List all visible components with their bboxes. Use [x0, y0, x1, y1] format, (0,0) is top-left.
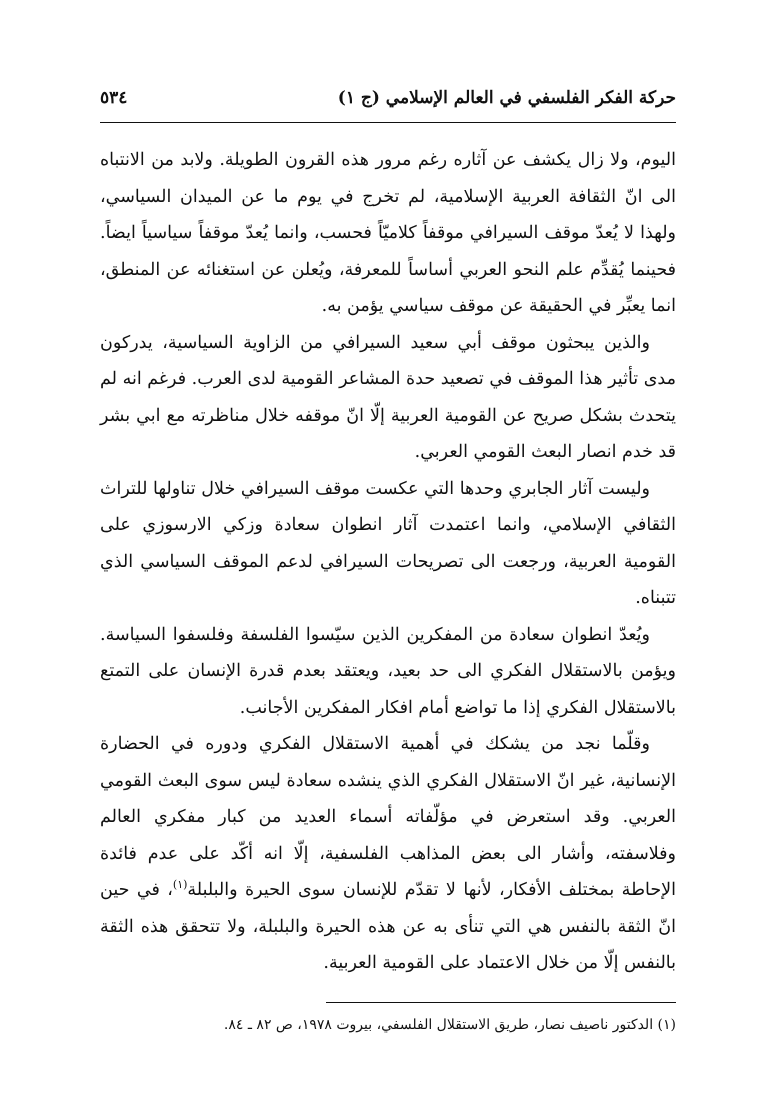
footnote: (١) الدكتور ناصيف نصار، طريق الاستقلال الفلسفي، بيروت ١٩٧٨، ص ٨٢ ـ ٨٤. — [223, 1017, 676, 1033]
paragraph-5-text: وقلّما نجد من يشكك في أهمية الاستقلال الفكري ودوره في الحضارة الإنسانية، غير انّ الاستقلال الفكري الذي ينشده سعادة ليس سوى البعث القومي العربي. وقد استعرض في مؤلّفاته أسماء العديد من كبار مفكري العالم وفلاسفته، وأشار الى بعض المذاهب الفلسفية، إلّا انه أكّد على عدم فائدة الإحاطة بمختلف الأفكار، لأنها لا تقدّم للإنسان سوى الحيرة والبلبلة — [100, 734, 676, 900]
footnote-marker[interactable]: (١) — [172, 878, 188, 892]
paragraph-2: والذين يبحثون موقف أبي سعيد السيرافي من الزاوية السياسية، يدركون مدى تأثير هذا الموقف في تصعيد حدة المشاعر القومية لدى العرب. فرغم انه لم يتحدث بشكل صريح عن القومية العربية إلّا انّ موقفه خلال مناظرته مع ابي بشر قد خدم انصار البعث القومي العربي. — [100, 332, 676, 462]
paragraph-4: ويُعدّ انطوان سعادة من المفكرين الذين سيّسوا الفلسفة وفلسفوا السياسة. ويؤمن بالاستقلال الفكري الى حد بعيد، ويعتقد بعدم قدرة الإنسان على التمتع بالاستقلال الفكري إذا ما تواضع أمام افكار المفكرين الأجانب. — [100, 624, 676, 718]
paragraph-5-continuation: ، في حين انّ الثقة بالنفس هي التي تنأى به عن هذه الحيرة والبلبلة، ولا تتحقق هذه الثقة بالنفس إلّا من خلال الاعتماد على القومية العربية. — [100, 880, 676, 973]
page-header — [100, 88, 676, 108]
header-rule — [100, 122, 676, 123]
paragraph-1: اليوم، ولا زال يكشف عن آثاره رغم مرور هذه القرون الطويلة. ولابد من الانتباه الى انّ الثقافة العربية الإسلامية، لم تخرج في يوم ما عن الميدان السياسي، ولهذا لا يُعدّ موقف السيرافي موقفاً كلاميّاً فحسب، وانما يُعدّ موقفاً سياسياً ايضاً. فحينما يُقدِّم علم النحو العربي أساساً للمعرفة، ويُعلن عن استغنائه عن المنطق، انما يعبِّر في الحقيقة عن موقف سياسي يؤمن به. — [100, 150, 676, 316]
paragraph-3: وليست آثار الجابري وحدها التي عكست موقف السيرافي خلال تناولها للتراث الثقافي الإسلامي، وانما اعتمدت آثار انطوان سعادة وزكي الارسوزي على القومية العربية، ورجعت الى تصريحات السيرافي لدعم الموقف السياسي الذي تتبناه. — [100, 478, 676, 608]
body-text — [100, 142, 676, 982]
running-title: حركة الفكر الفلسفي في العالم الإسلامي (ج ١) — [337, 88, 676, 108]
footnote-rule — [326, 1002, 676, 1003]
page-number: ٥٣٤ — [100, 88, 128, 108]
paragraph-5 — [100, 726, 676, 982]
